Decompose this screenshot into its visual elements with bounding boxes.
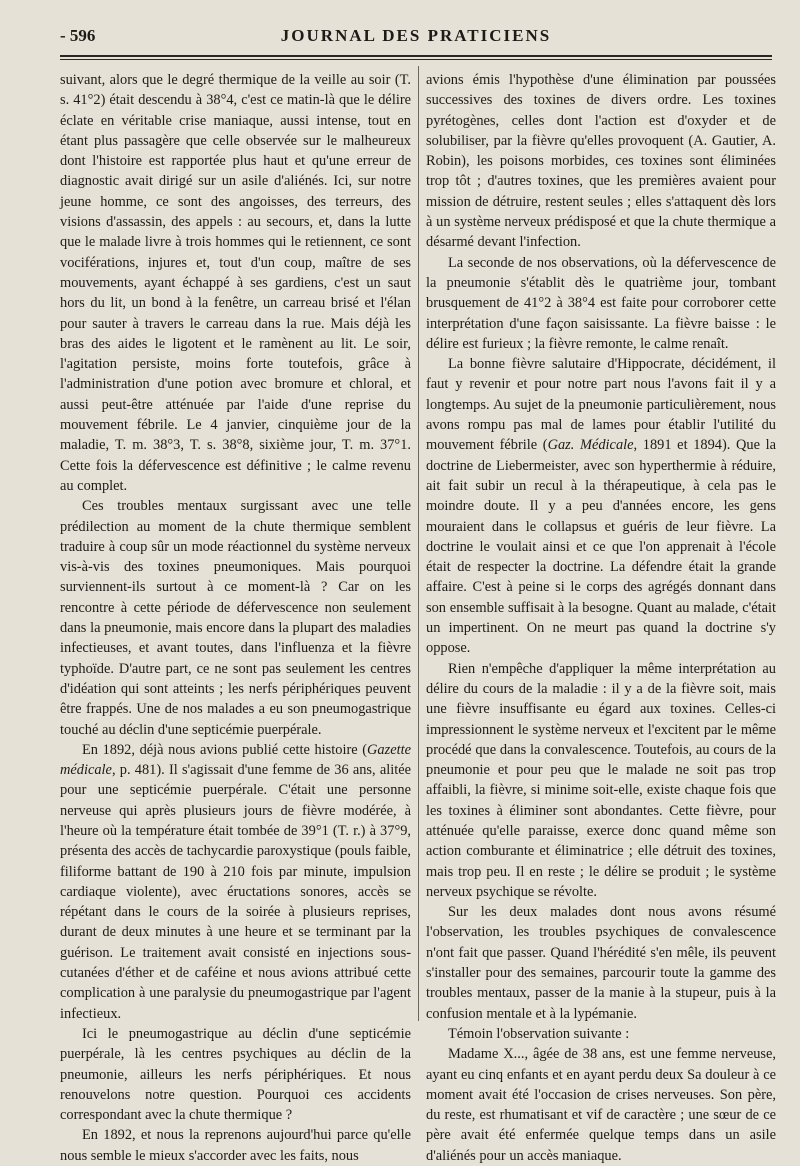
header-rule [60,55,772,57]
paragraph-text: En 1892, déjà nous avions publié cette histoire ( [82,741,368,758]
running-title: JOURNAL DES PRATICIENS [280,26,552,45]
page-header [60,26,772,48]
paragraph [60,1125,411,1166]
right-column [426,70,776,1166]
paragraph-text: , p. 481). Il s'agissait d'une femme de 36 ans, alitée pour une septicémie puerpérale. C'était une personne nerveuse qui après plusieurs jours de fièvre modérée, à l'heure où la température était tombée de 39°1 (T. r.) à 37°9, présenta des accès de tachycardie paroxystique (pouls faible, filiforme battant de 190 à 210 fois par minute, impulsion cardiaque violente), avec éructations sonores, accès se répétant dans le cours de la soirée à plusieurs reprises, durant de deux minutes à une heure et se terminant par la guérison. Le traitement avait consisté en injections sous-cutanées d'éther et de caféine et nous avions attribué cette complication à une paralysie du pneumogastrique par l'agent infectieux. [60,762,411,1022]
column-divider [418,66,419,1021]
paragraph-text: Madame X..., âgée de 38 ans, est une femme nerveuse, ayant eu cinq enfants et en ayant perdu deux Sa douleur à ce moment avait été l'occasion de crises nerveuses. Son père, du reste, est rhumatisant et vif de caractère ; une sœur de ce père avait été enfermée quelque temps dans un asile d'aliénés pour un accès maniaque. [426,1046,776,1164]
paragraph-text: , 1891 et 1894). Que la doctrine de Liebermeister, avec son hyperthermie à réduire, ait fait subir un recul à la thérapeutique, à cela pas le moindre doute. Il y a peu d'années encore, les gens mouraient dans le collapsus et guéris de leur fièvre. La doctrine le voulait ainsi et ce que l'on apprenait à l'école était de respecter la doctrine. La défendre était la grande affaire. C'est à peine si le corps des agrégés donnant dans son ensemble suffisait à la besogne. Quant au malade, c'était un impertinent. On ne meurt pas quand la doctrine s'y oppose. [426,437,777,657]
paragraph [426,1044,776,1166]
paragraph-text: Ces troubles mentaux surgissant avec une telle prédilection au moment de la chute thermique semblent traduire à coup sûr un mode réactionnel du système nerveux vis-à-vis des toxines pneumoniques. Mais pourquoi surviennent-ils surtout à ce moment-là ? Car on les rencontre à cette période de défervescence non seulement dans la pneumonie, mais encore dans la plupart des maladies infectieuses, et avant toutes, dans l'influenza et la fièvre typhoïde. D'autre part, ce ne sont pas seulement les centres d'idéation qui sont atteints ; les nerfs périphériques peuvent être frappés. Une de nos malades a eu son pneumogastrique touché au déclin d'une septicémie puerpérale. [60,498,411,738]
citation-italic: Gaz. Médicale [547,437,634,454]
paragraph-text: Rien n'empêche d'appliquer la même interprétation au délire du cours de la maladie : il y a de la fièvre soit, mais une fièvre insuffisante eu égard aux toxines. Celles-ci impressionnent le système nerveux et l'excitent par le même procédé que dans la convalescence. Toutefois, au cours de la pneumonie et pour peu que le malade ne soit pas trop affaibli, la fièvre, si minime soit-elle, existe chaque fois que les toxines à éliminer sont abondantes. Cette fièvre, pour atténuée qu'elle paraisse, exerce donc quand même son action comburante et éliminatrice ; elle détruit des toxines, mais trop peu. Il en reste ; le délire se produit ; le système nerveux psychique se révolte. [426,660,776,900]
paragraph [60,740,411,1024]
paragraph [60,496,411,740]
paragraph-text: avions émis l'hypothèse d'une élimination par poussées successives des toxines de divers ordre. Les toxines pyrétogènes, celles dont l'action est d'oxyder et de solubiliser, par la fièvre qu'elles provoquent (A. Gautier, A. Robin), les poisons morbides, ces toxines sont éliminées trop tôt ; d'autres toxines, que les premières avaient pour mission de détruire, restent seules ; elles s'attaquent dès lors à un système nerveux prédisposé et que la chute thermique a désarmé devant l'infection. [426,72,776,251]
paragraph [426,902,776,1024]
header-rule-thin [60,59,772,60]
paragraph-text: La seconde de nos observations, où la défervescence de la pneumonie s'établit dès le quatrième jour, tombant brusquement de 41°2 à 38°4 est faite pour corroborer cette interprétation d'une façon saisissante. La fièvre baisse : le délire est furieux ; la fièvre remonte, le calme renaît. [426,254,776,352]
paragraph [426,659,776,903]
paragraph-text: En 1892, et nous la reprenons aujourd'hui parce qu'elle nous semble le mieux s'accorder avec les faits, nous [60,1127,411,1164]
page-number: - 596 [60,26,96,45]
paragraph-text: Ici le pneumogastrique au déclin d'une septicémie puerpérale, là les centres psychiques au déclin de la pneumonie, ailleurs les nerfs périphériques. Et nous renouvelons notre question. Pourquoi ces accidents correspondant avec la chute thermique ? [60,1025,411,1124]
paragraph-text: suivant, alors que le degré thermique de la veille au soir (T. s. 41°2) était descendu à 38°4, c'est ce matin-là que le délire éclate en véritable crise maniaque, aussi intense, tout en étant plus passagère que celle observée sur le malheureux dont l'histoire est rapportée plus haut et qu'une erreur de diagnostic avait dirigé sur un asile d'aliénés. Ici, sur notre jeune homme, ce sont des angoisses, des terreurs, des visions d'assassin, des appels : au secours, et, dans la lutte que le malade livre à trois hommes qui le retiennent, ce sont vociférations, injures et, tout d'un coup, maître de ses mouvements, ayant échappé à ses gardiens, c'est un saut hors du lit, un bond à la fenêtre, un carreau brisé et l'élan pour sauter à travers le carreau dans la rue. Mais déjà les bras des aides le ligotent et le ramènent au lit. Le soir, l'agitation persiste, moins forte toutefois, grâce à l'administration d'une potion avec bromure et chloral, et aussi peut-être atténuée par l'aide d'une reprise du mouvement fébrile. Le 4 janvier, cinquième jour de la maladie, T. m. 38°3, T. s. 38°8, sixième jour, T. m. 37°1. Cette fois la défervescence est définitive ; le calme revenu au complet. [60,72,411,494]
paragraph [426,1024,776,1044]
paragraph [60,70,411,496]
paragraph [60,1024,411,1125]
paragraph-text: La bonne fièvre salutaire d'Hippocrate, décidément, il faut y revenir et pour notre part nous l'avons fait il y a longtemps. Au sujet de la pneumonie particulièrement, nous avons rompu pas mal de lames pour établir l'utilité du mouvement fébrile ( [426,356,776,454]
paragraph [426,253,776,354]
paragraph-text: Témoin l'observation suivante : [448,1025,630,1042]
paragraph-text: Sur les deux malades dont nous avons résumé l'observation, les troubles psychiques de convalescence n'ont fait que passer. Quand l'hérédité s'en mêle, ils peuvent s'installer pour des semaines, parcourir toute la gamme des troubles mentaux, passer de la manie à la stupeur, puis à la confusion mentale et à la lypémanie. [426,904,776,1022]
paragraph [426,70,776,253]
left-column [60,70,411,1166]
paragraph [426,354,776,658]
citation-italic: Gazette médicale [60,741,411,779]
